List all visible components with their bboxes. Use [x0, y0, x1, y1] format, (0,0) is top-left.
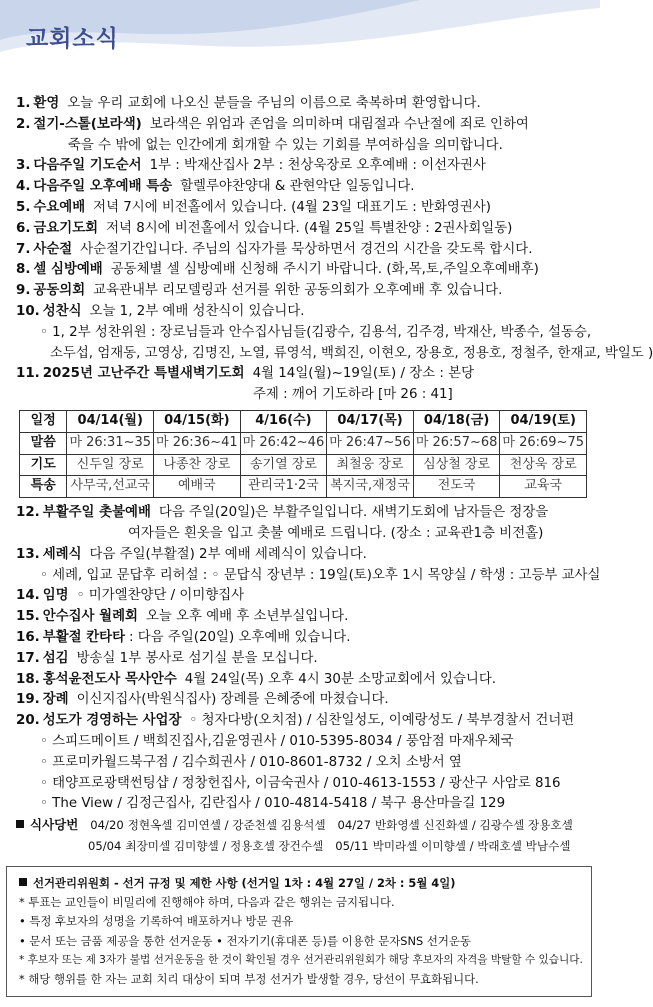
header-banner	[0, 0, 600, 70]
item-funeral: 19. 장례 이신지집사(박원식집사) 장례를 은혜중에 마쳤습니다.	[16, 692, 389, 708]
announcements	[16, 94, 653, 857]
item-welcome: 1. 환영 오늘 우리 교회에 나오신 분들을 주님의 이름으로 축복하며 환영합니다.	[16, 96, 481, 111]
item-season-stole-cont: 죽을 수 밖에 없는 인간에게 회개할 수 있는 기회를 부여하심을 의미합니다.	[68, 137, 503, 153]
item-communion: 10. 성찬식 오늘 1, 2부 예배 성찬식이 있습니다.	[16, 303, 305, 319]
page-title: 교회소식	[26, 26, 119, 52]
item-baptism: 13. 세례식 다음 주일(부활절) 2부 예배 세례식이 있습니다.	[16, 546, 367, 562]
meal-duty-row-2: 05/04 최장미셀 김미향셀 / 정용호셀 장건수셀 05/11 박미라셀 이미향셀 / 박래호셀 박남수셀	[88, 838, 571, 853]
list-item: ◦ 프로미카월드북구점 / 김수희권사 / 010-8601-8732 / 오치 소방서 옆	[40, 754, 462, 770]
item-ordination: 18. 홍석윤전도사 목사안수 4월 24일(목) 오후 4시 30분 소망교회에서 있습니다.	[16, 671, 497, 687]
election-notice-line: • 문서 또는 금품 제공을 통한 선거운동 • 전자기기(휴대폰 등)를 이용한 문자SNS 선거운동	[19, 933, 471, 948]
item-baptism-detail: ◦ 세례, 입교 문답후 리허설 : ◦ 문답식 장년부 : 19일(토)오후 1시 목양실 / 학생 : 고등부 교사실	[40, 567, 601, 583]
item-dawn-prayer-theme: 주제 : 깨어 기도하라 [마 26 : 41]	[253, 387, 453, 403]
meal-duty-row-1: 식사당번 04/20 정현옥셀 김미연셀 / 강준천셀 김용석셀 04/27 반화영셀 신진화셀 / 김광수셀 장용호셀	[16, 815, 590, 836]
table-row: 기도 신두일 장로 나종찬 장로 송기열 장로 최철웅 장로 심상철 장로 천상욱 장로	[20, 454, 587, 476]
item-communion-members: ◦ 1, 2부 성찬위원 : 장로님들과 안수집사님들(김광수, 김용석, 김주경, 박재산, 박종수, 설동승,	[40, 324, 592, 340]
item-next-prayer: 3. 다음주일 기도순서 1부 : 박재산집사 2부 : 천상욱장로 오후예배 : 이선자권사	[16, 158, 486, 174]
table-row: 말씀 마 26:31~35 마 26:36~41 마 26:42~46 마 26:47~56 마 26:57~68 마 26:69~75	[20, 432, 587, 454]
item-easter-candle-service-cont: 여자들은 흰옷을 입고 촛불 예배로 드립니다. (장소 : 교육관1층 비전홀)	[128, 525, 544, 541]
list-item: ◦ 스피드메이트 / 백희진집사,김윤영권사 / 010-5395-8034 / 풍암점 마재우체국	[40, 733, 514, 749]
item-friday-prayer: 6. 금요기도회 저녁 8시에 비전홀에서 있습니다. (4월 25일 특별찬양 : 2권사회일동)	[16, 220, 513, 236]
item-special-song: 4. 다음주일 오후예배 특송 할렐루야찬양대 & 관현악단 일동입니다.	[16, 179, 415, 195]
item-appointment: 14. 임명 ◦ 미가엘찬양단 / 이미향집사	[16, 588, 245, 604]
item-cell-visit: 8. 셀 심방예배 공동체별 셀 심방예배 신청해 주시기 바랍니다. (화,목,토,주일오후예배후)	[16, 262, 539, 278]
item-wednesday-service: 5. 수요예배 저녁 7시에 비전홀에서 있습니다. (4월 23일 대표기도 : 반화영권사)	[16, 199, 491, 215]
item-easter-cantata: 16. 부활절 칸타타 : 다음 주일(20일) 오후예배 있습니다.	[16, 629, 351, 645]
election-notice-title: 선거관리위원회 - 선거 규정 및 제한 사항 (선거일 1차 : 4월 27일 / 2차 : 5월 4일)	[19, 874, 581, 893]
table-row: 특송 사무국,선교국 예배국 관리국1·2국 복지국,재정국 전도국 교육국	[20, 476, 587, 498]
square-bullet-icon	[16, 820, 24, 828]
election-notice-line: • 특정 후보자의 성명을 기록하여 배포하거나 방문 권유	[19, 914, 294, 929]
election-notice-box	[6, 866, 592, 997]
election-notice-line: * 투표는 교인들이 비밀리에 진행해야 하며, 다음과 같은 행위는 금지됩니다.	[19, 895, 395, 910]
list-item: ◦ The View / 김정근집사, 김란집사 / 010-4814-5418 / 북구 용산마을길 129	[40, 796, 506, 812]
election-notice-line: * 해당 행위를 한 자는 교회 치리 대상이 되며 부정 선거가 발생할 경우, 당선이 무효화됩니다.	[19, 972, 479, 987]
table-header-row: 일정 04/14(월) 04/15(화) 4/16(수) 04/17(목) 04/18(금) 04/19(토)	[20, 410, 587, 432]
item-communion-members-cont: 소두섭, 엄재동, 고영상, 김명진, 노열, 류영석, 백희진, 이현오, 장용호, 정용호, 정철주, 한재교, 박일도 )	[50, 345, 653, 361]
item-joint-council: 9. 공동의회 교육관내부 리모델링과 선거를 위한 공동의회가 오후예배 후 있습니다.	[16, 283, 503, 299]
election-notice-line: * 후보자 또는 제 3자가 불법 선거운동을 한 것이 확인될 경우 선거관리위원회가 해당 후보자의 자격을 박탈할 수 있습니다.	[19, 953, 583, 966]
item-season-stole: 2. 절기-스톨(보라색) 보라색은 위엄과 존엄을 의미하며 대림절과 수난절에 죄로 인하여	[16, 116, 529, 132]
item-lent: 7. 사순절 사순절기간입니다. 주님의 십자가를 묵상하면서 경건의 시간을 갖도록 합시다.	[16, 241, 533, 257]
square-bullet-icon	[19, 878, 27, 886]
item-dawn-prayer: 11. 2025년 고난주간 특별새벽기도회 4월 14일(월)~19일(토) / 장소 : 본당	[16, 366, 474, 382]
item-serving: 17. 섬김 방송실 1부 봉사로 섬기실 분을 모십니다.	[16, 650, 318, 666]
list-item: ◦ 태양프로광택썬팅샵 / 정창헌집사, 이금숙권사 / 010-4613-1553 / 광산구 사암로 816	[40, 775, 561, 791]
meal-duty-label: 식사당번	[30, 817, 79, 833]
dawn-prayer-schedule-table	[19, 410, 587, 498]
item-deacons-meeting: 15. 안수집사 월례회 오늘 오후 예배 후 소년부실입니다.	[16, 609, 349, 625]
item-member-businesses: 20. 성도가 경영하는 사업장 ◦ 청자다방(오치점) / 심찬일성도, 이예랑성도 / 북부경찰서 건너편	[16, 713, 575, 729]
item-easter-candle-service: 12. 부활주일 촛불예배 다음 주일(20일)은 부활주일입니다. 새벽기도회에 남자들은 정장을	[16, 505, 549, 521]
